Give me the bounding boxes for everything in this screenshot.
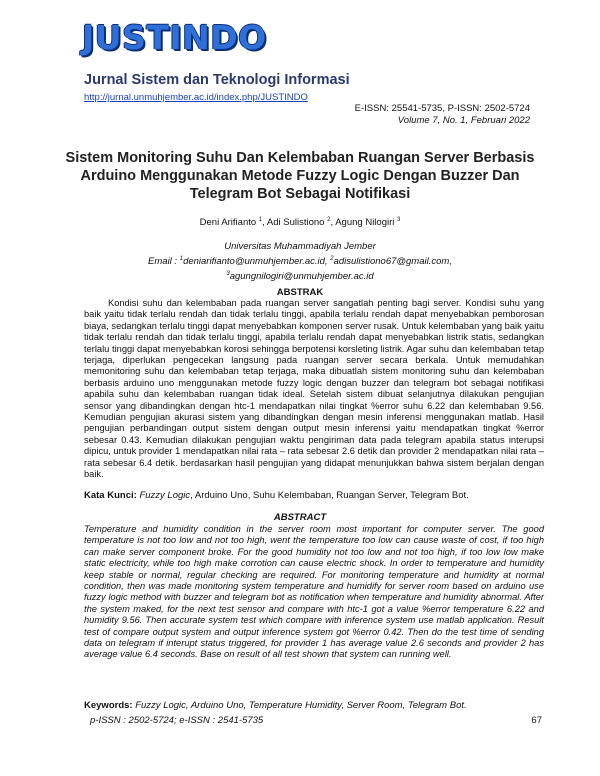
keywords [84,700,544,711]
footer-issn: p-ISSN : 2502-5724; e-ISSN : 2541-5735 [90,715,264,726]
abstrak-paragraph: Kondisi suhu dan kelembaban pada ruangan server sangatlah penting bagi server. Kondisi suhu yang baik yaitu tidak terlalu rendah dan tidak terlalu tinggi, apabila terlalu rendah dapat menyebabkan pemborosan biaya, sedangkan terlalu tinggi dapat menyebabkan komponen server rusak. Untuk kelembaban yang baik yaitu tidak terlalu rendah dan tidak terlalu tinggi, apabila terlalu rendah dapat menyebabkan listrik statis, sedangkan terlalu tinggi dapat menyebabkan korosi sehingga berpotensi korsleting listrik. Agar suhu dan kelembaban tetap terjaga, diperlukan pengecekan langsung pada ruangan server secara berkala. Untuk memudahkan memonitoring suhu dan kelembaban tetap terjaga, maka dibuatlah sistem monitoring suhu dan kelembaban berbasis arduino uno menggunakan metode fuzzy logic dengan buzzer dan telegram bot sebagai notifikasi apabila suhu dan kelembaban ruangan tidak ideal. Setelah sistem dibuat selanjutnya dilakukan pengujian sensor yang dibandingkan dengan htc-1 mendapatkan nilai tingkat %error suhu 6.22 dan kelembaban 9.56. Kemudian pengujian akurasi sistem yang dibandingkan dengan mesin inferensi menggunakan matlab. Hasil pengujian perbandingan output sistem dengan output mesin inferensi yaitu mendapatkan tingkat %error sebesar 0.43. Kemudian dilakukan pengujian waktu pengiriman data pada telegram apabila status interupsi dipicu, untuk provider 1 mendapatkan nilai rata – rata sebesar 2.6 detik dan provider 2 mendapatkan nilai rata – rata sebesar 6.4 detik. berdasarkan hasil pengujian yang didapat menunjukkan bahwa sistem berjalan dengan baik. [84,298,544,480]
keywords-text: Fuzzy Logic, Arduino Uno, Temperature Humidity, Server Room, Telegram Bot. [135,700,467,711]
abstract-body: Temperature and humidity condition in the server room most important for computer server. The good temperature is not too low and not too high, went the temperature too low can cause waste of cost, if too high can make server component broke. For the good humidity not too low and not too high, if too low low make static electricity, while too high make corrotion can cause electric shock. In order to temperature and humidity keep stable or normal, regular checking are required. For monitoring temperature and humidity at normal condition, then was made monitoring system temperature and humidify for server room based on arduino use fuzzy logic method with buzzer and telegram bot as notification when temperature and humidity abnormal. After the system maked, for the next test sensor and compare with htc-1 got a value %error temperature 6.22 and humidity 9.56. Then accurate system test which compare with inference system use matlab application. Result test of compare output system and output inference system got %error 0.42. Then do the test time of sending data on telegram if interupt status triggered, for provider 1 has average value 2.6 seconds and provider 2 has average value 6.4 seconds. Base on result of all test shown that system can running well. [84,524,544,660]
issn-header: E-ISSN: 25541-5735, P-ISSN: 2502-5724 [354,103,530,114]
kata-kunci-fuzzy: Fuzzy Logic [139,490,191,501]
journal-url-link[interactable]: http://jurnal.unmuhjember.ac.id/index.php/JUSTINDO [84,92,308,103]
author-1: Deni Arifianto [199,217,257,229]
keywords-label: Keywords: [84,700,133,711]
page-number: 67 [531,715,542,726]
email-2: adisulistiono67@gmail.com [333,256,450,268]
author-2: Adi Sulistiono [266,217,325,229]
journal-name: Jurnal Sistem dan Teknologi Informasi [84,72,350,88]
kata-kunci-label: Kata Kunci: [84,490,137,501]
abstrak-body [84,298,544,481]
email-1-sup: 1 [179,256,184,262]
email-list: Email : $^1$deniarifianto@unmuhjember.ac.id, $^2$adisulistiono67@gmail.com, $^3$agungnilogiri@unmuhjember.ac.id [148,256,452,283]
email-prefix: Email : [148,256,178,268]
abstrak-heading: ABSTRAK [276,287,324,298]
affiliation: Universitas Muhammadiyah Jember [224,241,376,252]
paper-title: Sistem Monitoring Suhu Dan Kelembaban Ruangan Server Berbasis Arduino Menggunakan Metode Fuzzy Logic Dengan Buzzer Dan Telegram Bot Sebagai Notifikasi [65,150,535,202]
volume-info: Volume 7, No. 1, Februari 2022 [397,115,530,126]
abstract-heading: ABSTRACT [273,512,327,523]
author-2-sup: 2 [327,217,331,223]
author-3-sup: 3 [397,217,401,223]
kata-kunci [84,490,544,501]
email-3-sup: 3 [226,271,230,278]
email-2-sup: 2 [330,256,334,262]
email-1: deniarifianto@unmuhjember.ac.id [183,256,325,268]
journal-logo: JUSTINDO [82,18,267,57]
author-3: Agung Nilogiri [335,217,395,229]
kata-kunci-rest: , Arduino Uno, Suhu Kelembaban, Ruangan Server, Telegram Bot. [190,490,469,501]
author-list: Deni Arifianto $^1$, Adi Sulistiono $^2$, Agung Nilogiri $^3$ [199,217,401,229]
author-1-sup: 1 [258,217,263,223]
email-3: agungnilogiri@unmuhjember.ac.id [229,271,374,283]
